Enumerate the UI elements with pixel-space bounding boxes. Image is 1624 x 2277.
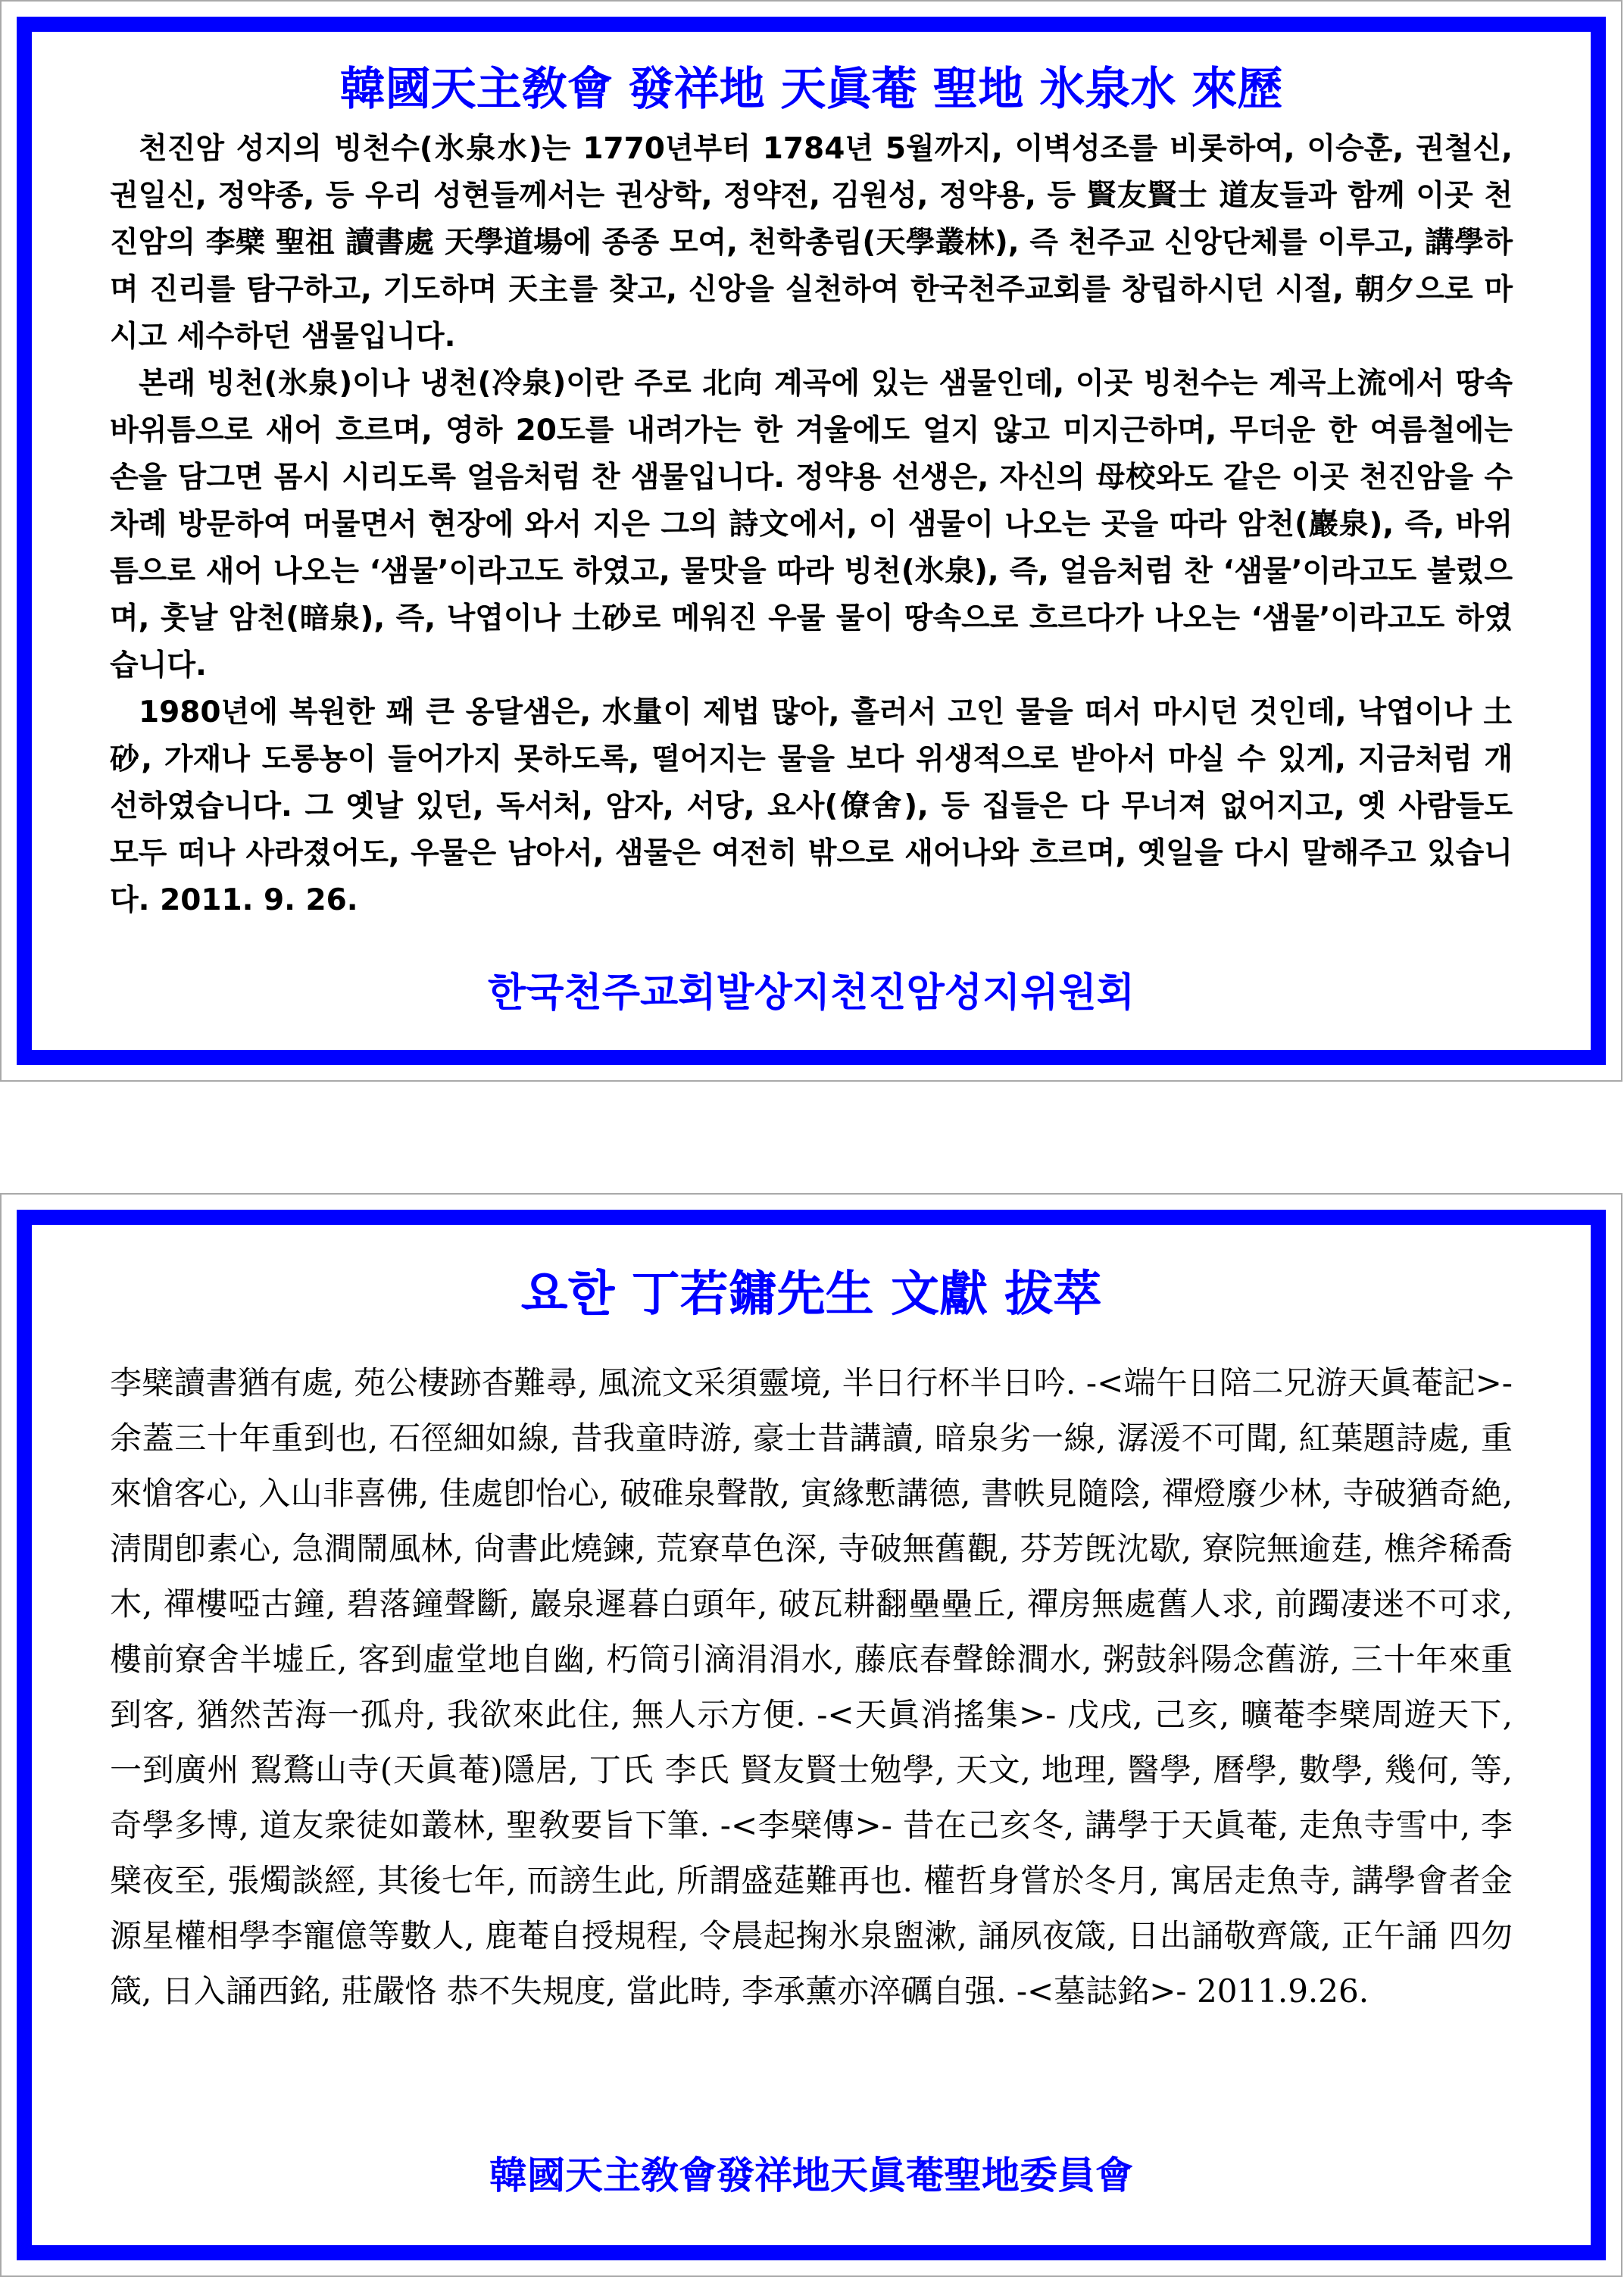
plaque-title: 요한 丁若鏞先生 文獻 拔萃 <box>520 1266 1102 1323</box>
committee-signature: 한국천주교회발상지천진암성지위원회 <box>488 970 1135 1016</box>
blue-frame-border <box>17 1210 1606 2260</box>
plaque-ice-spring-history <box>0 0 1622 1082</box>
plaque-body <box>110 1355 1513 2019</box>
plaque-title: 韓國天主敎會 發祥地 天眞菴 聖地 氷泉水 來歷 <box>339 63 1283 116</box>
blue-frame-border <box>17 17 1606 1065</box>
paragraph-1: 李檗讀書猶有處, 苑公棲跡杳難尋, 風流文采須靈境, 半日行杯半日吟. -<端午日陪二兄游天眞菴記>- 余蓋三十年重到也, 石徑細如線, 昔我童時游, 豪士昔講讀, 暗泉劣一線, 潺湲不可聞, 紅葉題詩處, 重來愴客心, 入山非喜佛, 佳處卽怡心, 破碓泉聲散, 寅緣慙講德, 書帙見隨陰, 禪燈廢少林, 寺破猶奇絶, 淸閒卽素心, 急澗鬧風林, 尙書此燒鍊, 荒寮草色深, 寺破無舊觀, 芬芳旣沈歇, 寮院無逾莛, 樵斧稀喬木, 禪樓啞古鐘, 碧落鐘聲斷, 巖泉遲暮白頭年, 破瓦耕翻壘壘丘, 禪房無處舊人求, 前躅凄迷不可求, 樓前寮舍半墟丘, 客到虛堂地自幽, 朽筒引滴涓涓水, 藤底春聲餘澗水, 粥鼓斜陽念舊游, 三十年來重到客, 猶然苦海一孤舟, 我欲來此住, 無人示方便. -<天眞消搖集>- 戊戌, 己亥, 曠菴李檗周遊天下, 一到廣州 鴷鶩山寺(天眞菴)隱居, 丁氏 李氏 賢友賢士勉學, 天文, 地理, 醫學, 曆學, 數學, 幾何, 等, 奇學多博, 道友衆徒如叢林, 聖敎要旨下筆. -<李檗傳>- 昔在己亥冬, 講學于天眞菴, 走魚寺雪中, 李檗夜至, 張燭談經, 其後七年, 而謗生此, 所謂盛莚難再也. 權哲身嘗於冬月, 寓居走魚寺, 講學會者金源星權相學李寵億等數人, 鹿菴自授規程, 令晨起掬氷泉盥漱, 誦夙夜箴, 日出誦敬齊箴, 正午誦 四勿箴, 日入誦西銘, 莊嚴恪 恭不失規度, 當此時, 李承薰亦淬礪自强. -<墓誌銘>- 2011.9.26. <box>110 1364 1513 2010</box>
paragraph-2: 본래 빙천(氷泉)이나 냉천(冷泉)이란 주로 北向 계곡에 있는 샘물인데, 이곳 빙천수는 계곡上流에서 땅속 바위틈으로 새어 흐르며, 영하 20도를 내려가는 한 겨울에도 얼지 않고 미지근하며, 무더운 한 여름철에는 손을 담그면 몸시 시리도록 얼음처럼 찬 샘물입니다. 정약용 선생은, 자신의 母校와도 같은 이곳 천진암을 수차례 방문하여 머물면서 현장에 와서 지은 그의 詩文에서, 이 샘물이 나오는 곳을 따라 암천(巖泉), 즉, 바위틈으로 새어 나오는 ‘샘물’이라고도 하였고, 물맛을 따라 빙천(氷泉), 즉, 얼음처럼 찬 ‘샘물’이라고도 불렀으며, 훗날 암천(暗泉), 즉, 낙엽이나 土砂로 메워진 우물 물이 땅속으로 흐르다가 나오는 ‘샘물’이라고도 하였습니다. <box>110 367 1513 682</box>
committee-signature: 韓國天主敎會發祥地天眞菴聖地委員會 <box>489 2153 1133 2197</box>
paragraph-1: 천진암 성지의 빙천수(氷泉水)는 1770년부터 1784년 5월까지, 이벽성조를 비롯하여, 이승훈, 권철신, 권일신, 정약종, 등 우리 성현들께서는 권상학, 정약전, 김원성, 정약용, 등 賢友賢士 道友들과 함께 이곳 천진암의 李檗 聖祖 讀書處 天學道場에 종종 모여, 천학총림(天學叢林), 즉 천주교 신앙단체를 이루고, 講學하며 진리를 탐구하고, 기도하며 天主를 찾고, 신앙을 실천하여 한국천주교회를 창립하시던 시절, 朝夕으로 마시고 세수하던 샘물입니다. <box>110 132 1513 354</box>
plaque-literature-excerpt <box>0 1193 1622 2277</box>
paragraph-3: 1980년에 복원한 꽤 큰 옹달샘은, 水量이 제법 많아, 흘러서 고인 물을 떠서 마시던 것인데, 낙엽이나 土砂, 가재나 도롱뇽이 들어가지 못하도록, 떨어지는 물을 보다 위생적으로 받아서 마실 수 있게, 지금처럼 개선하였습니다. 그 옛날 있던, 독서처, 암자, 서당, 요사(僚舍), 등 집들은 다 무너져 없어지고, 옛 사람들도 모두 떠나 사라졌어도, 우물은 남아서, 샘물은 여전히 밖으로 새어나와 흐르며, 옛일을 다시 말해주고 있습니다. 2011. 9. 26. <box>110 695 1513 917</box>
plaque-body <box>110 126 1513 924</box>
